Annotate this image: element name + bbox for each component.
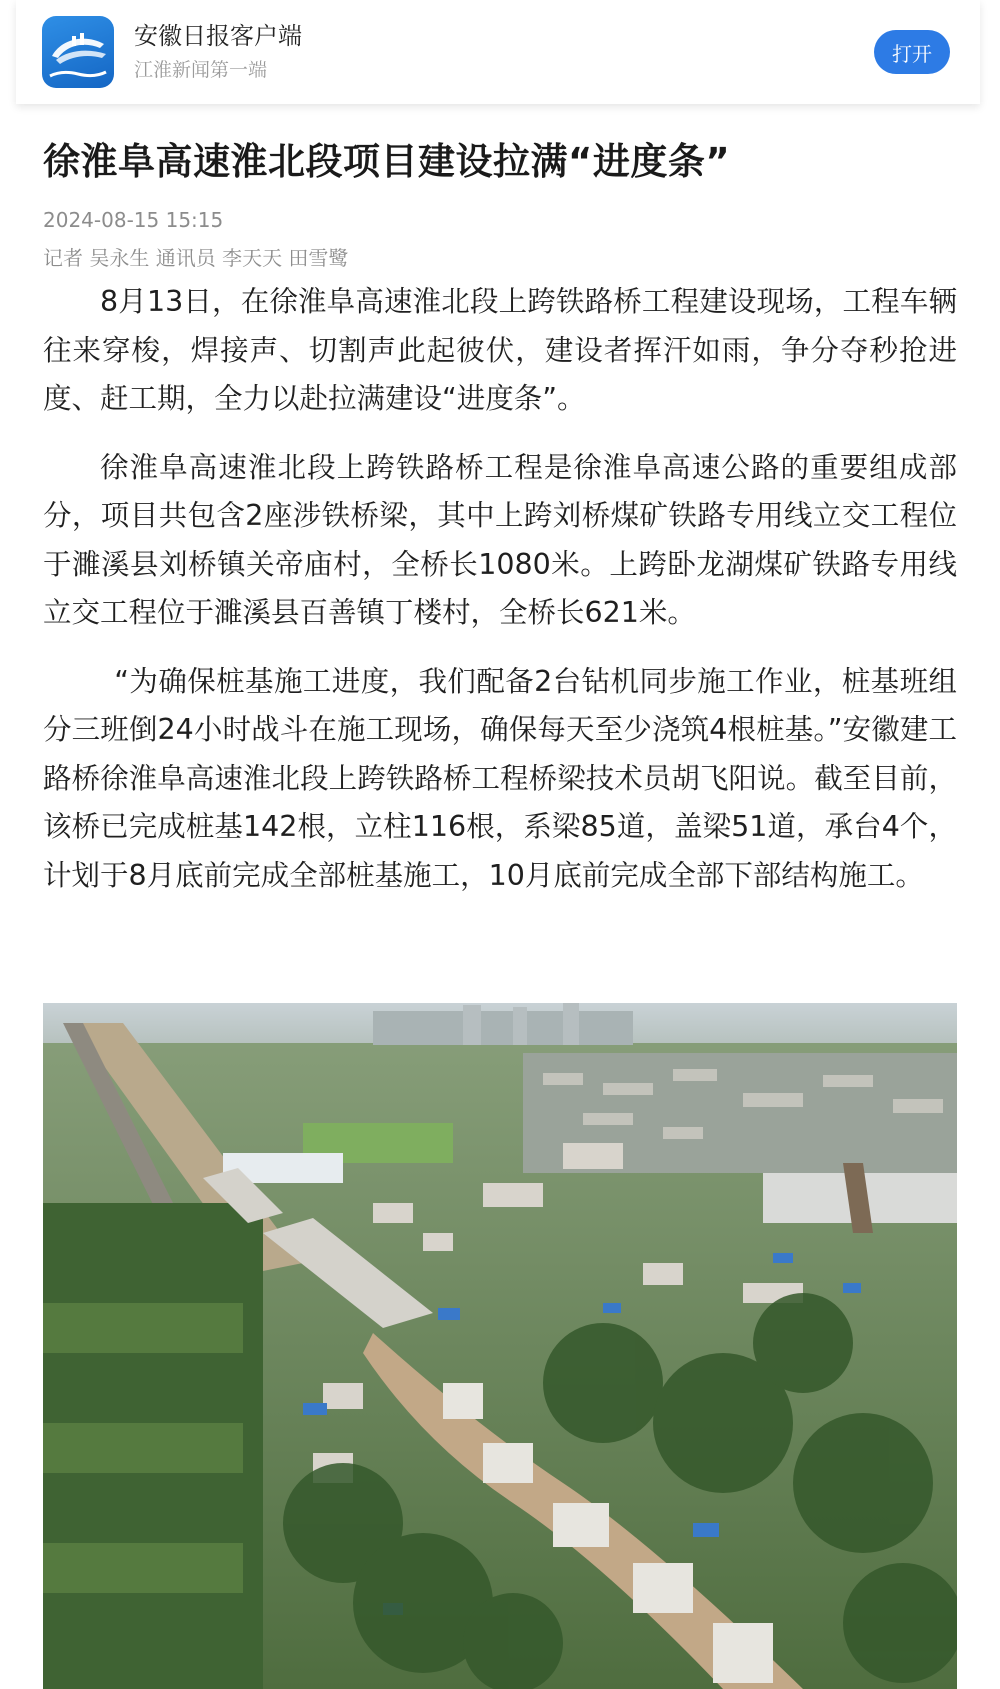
app-name: 安徽日报客户端 bbox=[134, 22, 302, 50]
article-paragraph: 8月13日，在徐淮阜高速淮北段上跨铁路桥工程建设现场，工程车辆往来穿梭，焊接声、切割声此起彼伏，建设者挥汗如雨，争分夺秒抢进度、赶工期，全力以赴拉满建设“进度条”。 bbox=[43, 285, 957, 415]
article-title: 徐淮阜高速淮北段项目建设拉满“进度条” bbox=[43, 140, 731, 183]
publish-date: 2024-08-15 15:15 bbox=[43, 208, 224, 232]
aerial-construction-photo bbox=[43, 1003, 957, 1689]
app-download-banner[interactable] bbox=[16, 0, 980, 104]
app-tagline: 江淮新闻第一端 bbox=[134, 59, 268, 81]
anhui-daily-logo-icon bbox=[42, 16, 114, 88]
article-paragraph: 徐淮阜高速淮北段上跨铁路桥工程是徐淮阜高速公路的重要组成部分，项目共包含2座涉铁桥梁，其中上跨刘桥煤矿铁路专用线立交工程位于濉溪县刘桥镇关帝庙村，全桥长1080米。上跨卧龙湖煤矿铁路专用线立交工程位于濉溪县百善镇丁楼村，全桥长621米。 bbox=[43, 450, 957, 629]
article-byline: 记者 吴永生 通讯员 李天天 田雪鹭 bbox=[43, 246, 349, 270]
article-body bbox=[43, 136, 957, 900]
open-app-button[interactable]: 打开 bbox=[874, 30, 950, 74]
article-paragraph: “为确保桩基施工进度，我们配备2台钻机同步施工作业，桩基班组分三班倒24小时战斗在施工现场，确保每天至少浇筑4根桩基。”安徽建工路桥徐淮阜高速淮北段上跨铁路桥工程桥梁技术员胡飞阳说。截至目前，该桥已完成桩基142根，立柱116根，系梁85道，盖梁51道，承台4个，计划于8月底前完成全部桩基施工，10月底前完成全部下部结构施工。 bbox=[43, 664, 957, 892]
